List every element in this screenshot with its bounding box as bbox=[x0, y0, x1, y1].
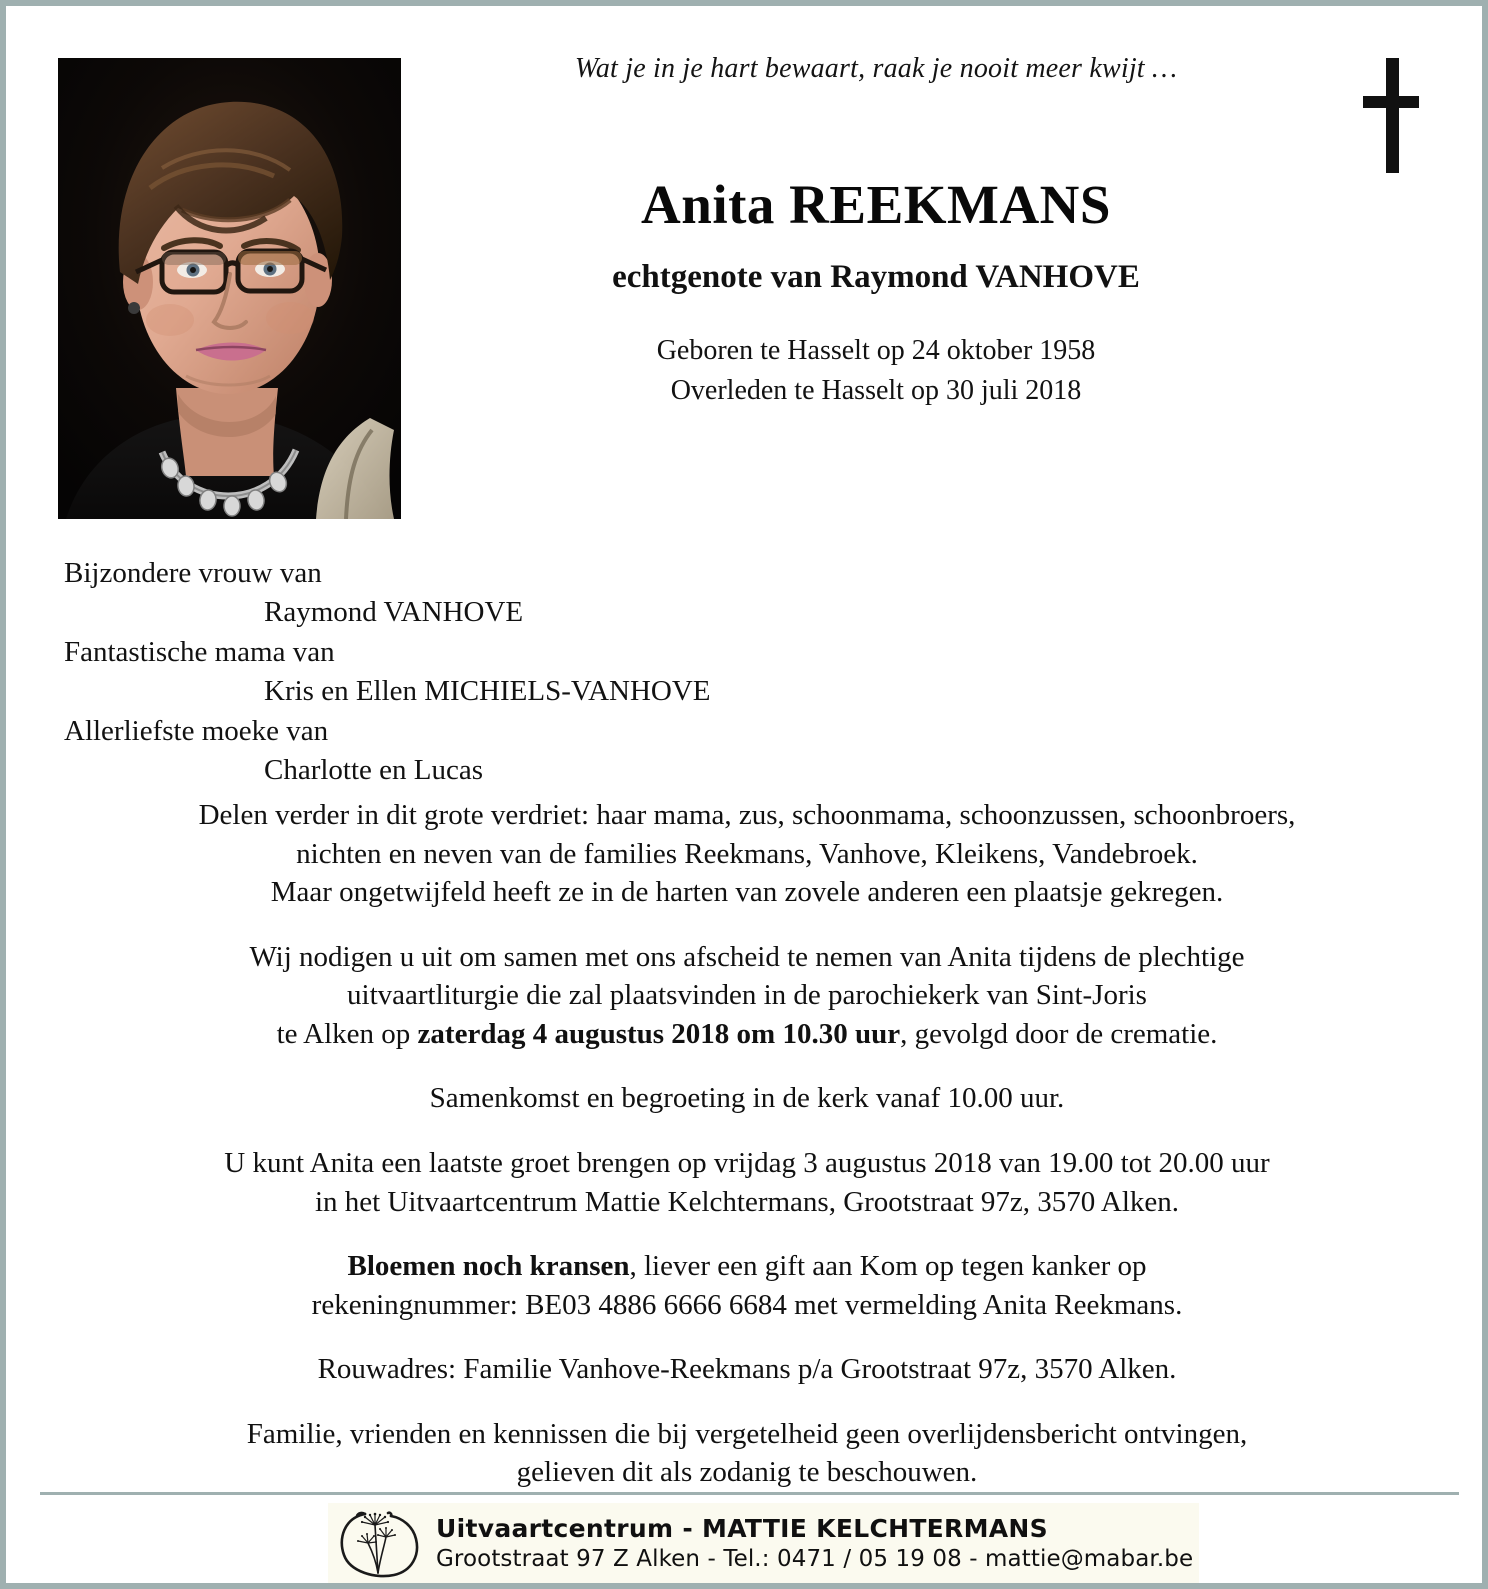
gathering-paragraph: Samenkomst en begroeting in de kerk vanaf 10.00 uur. bbox=[429, 1082, 1065, 1115]
donation-account-line: rekeningnummer: BE03 4886 6666 6684 met vermelding Anita Reekmans. bbox=[311, 1288, 1183, 1321]
family-relations bbox=[64, 554, 964, 791]
flower-wreath-logo-icon bbox=[332, 1505, 424, 1583]
relation-names: Kris en Ellen MICHIELS-VANHOVE bbox=[264, 675, 711, 708]
announcement-body bbox=[42, 796, 1452, 1492]
relation-label: Allerliefste moeke van bbox=[64, 714, 329, 747]
relation-names: Charlotte en Lucas bbox=[264, 754, 484, 787]
relation-names: Raymond VANHOVE bbox=[264, 596, 524, 629]
deceased-name: Anita REEKMANS bbox=[641, 173, 1111, 235]
portrait-photo bbox=[58, 58, 401, 519]
mourners-line-2: nichten en neven van de families Reekmans, Vanhove, Kleikens, Vandebroek. bbox=[296, 837, 1198, 870]
memorial-quote: Wat je in je hart bewaart, raak je nooit meer kwijt … bbox=[574, 53, 1178, 84]
header-block bbox=[426, 52, 1326, 411]
invitation-line-2: uitvaartliturgie die zal plaatsvinden in de parochiekerk van Sint-Joris bbox=[347, 979, 1147, 1012]
relation-label: Fantastische mama van bbox=[64, 635, 335, 668]
relation-label: Bijzondere vrouw van bbox=[64, 557, 322, 589]
notice-paragraph bbox=[42, 1415, 1452, 1492]
funeral-home-name: Uitvaartcentrum - MATTIE KELCHTERMANS bbox=[436, 1514, 1048, 1544]
mourners-paragraph bbox=[42, 796, 1452, 912]
invitation-line-3-suffix: , gevolgd door de crematie. bbox=[900, 1017, 1218, 1050]
cross-horizontal-bar bbox=[1363, 96, 1419, 108]
life-dates bbox=[426, 331, 1326, 411]
funeral-home-details bbox=[436, 1513, 1193, 1574]
latin-cross-icon bbox=[1363, 58, 1419, 173]
invitation-line-3-prefix: te Alken op bbox=[276, 1017, 418, 1050]
cross-vertical-bar bbox=[1386, 58, 1399, 173]
mourners-line-3: Maar ongetwijfeld heeft ze in de harten van zovele anderen een plaatsje gekregen. bbox=[270, 876, 1224, 909]
mourners-line-1: Delen verder in dit grote verdriet: haar mama, zus, schoonmama, schoonzussen, schoonbroers, bbox=[198, 799, 1296, 831]
funeral-home-footer bbox=[328, 1503, 1199, 1585]
spouse-line: echtgenote van Raymond VANHOVE bbox=[612, 259, 1140, 296]
invitation-paragraph bbox=[42, 938, 1452, 1054]
donation-paragraph bbox=[42, 1247, 1452, 1324]
invitation-line-1: Wij nodigen u uit om samen met ons afscheid te nemen van Anita tijdens de plechtige bbox=[249, 940, 1245, 973]
visitation-line-2: in het Uitvaartcentrum Mattie Kelchtermans, Grootstraat 97z, 3570 Alken. bbox=[314, 1185, 1180, 1218]
visitation-line-1: U kunt Anita een laatste groet brengen op vrijdag 3 augustus 2018 van 19.00 tot 20.00 uur bbox=[224, 1146, 1270, 1179]
visitation-paragraph bbox=[42, 1144, 1452, 1221]
service-datetime: zaterdag 4 augustus 2018 om 10.30 uur bbox=[417, 1017, 901, 1050]
no-flowers-emphasis: Bloemen noch kransen bbox=[347, 1250, 630, 1283]
funeral-home-contact: Grootstraat 97 Z Alken - Tel.: 0471 / 05 19 08 - mattie@mabar.be bbox=[436, 1545, 1194, 1572]
birth-line: Geboren te Hasselt op 24 oktober 1958 bbox=[656, 335, 1096, 367]
footer-divider bbox=[40, 1492, 1459, 1495]
notice-line-1: Familie, vrienden en kennissen die bij vergetelheid geen overlijdensbericht ontvingen, bbox=[246, 1417, 1248, 1450]
donation-line-1-rest: , liever een gift aan Kom op tegen kanker op bbox=[629, 1250, 1147, 1283]
death-line: Overleden te Hasselt op 30 juli 2018 bbox=[670, 375, 1082, 407]
mourning-address: Rouwadres: Familie Vanhove-Reekmans p/a Grootstraat 97z, 3570 Alken. bbox=[317, 1353, 1177, 1386]
notice-line-2: gelieven dit als zodanig te beschouwen. bbox=[516, 1456, 978, 1489]
